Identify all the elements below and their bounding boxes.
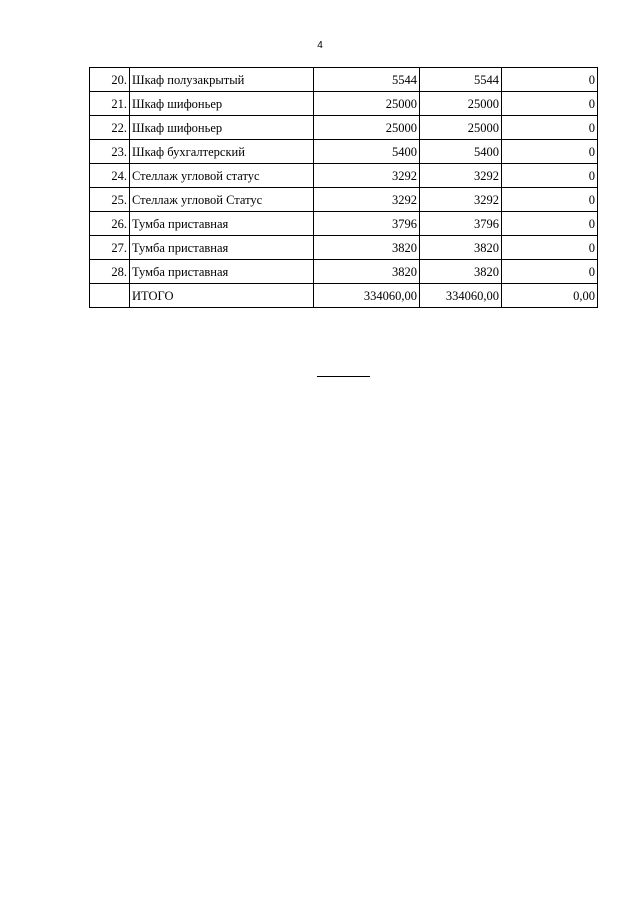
table-row [90,212,598,236]
table-row [90,236,598,260]
item-name: Тумба приставная [130,236,314,260]
table-row [90,188,598,212]
value-cell: 3820 [420,236,502,260]
value-cell: 3292 [314,188,420,212]
table-row [90,140,598,164]
value-cell: 3820 [314,236,420,260]
item-name: Стеллаж угловой статус [130,164,314,188]
value-cell: 25000 [420,92,502,116]
total-label: ИТОГО [130,284,314,308]
table-row [90,164,598,188]
item-name: Шкаф полузакрытый [130,68,314,92]
row-number: 20. [90,68,130,92]
value-cell: 0 [502,68,598,92]
value-cell: 0 [502,92,598,116]
item-name: Шкаф шифоньер [130,92,314,116]
divider-line [317,376,370,377]
value-cell: 3292 [420,164,502,188]
table-row [90,116,598,140]
page-number: 4 [317,40,323,51]
row-number: 24. [90,164,130,188]
total-row [90,284,598,308]
value-cell: 5544 [314,68,420,92]
row-number: 21. [90,92,130,116]
total-value: 0,00 [502,284,598,308]
row-number: 27. [90,236,130,260]
value-cell: 0 [502,236,598,260]
table-row [90,92,598,116]
row-number: 25. [90,188,130,212]
row-number: 26. [90,212,130,236]
row-number: 22. [90,116,130,140]
value-cell: 3820 [420,260,502,284]
value-cell: 25000 [314,116,420,140]
value-cell: 5544 [420,68,502,92]
item-name: Тумба приставная [130,260,314,284]
value-cell: 3796 [314,212,420,236]
table-row [90,68,598,92]
value-cell: 0 [502,116,598,140]
table-row [90,260,598,284]
item-name: Тумба приставная [130,212,314,236]
value-cell: 0 [502,164,598,188]
value-cell: 25000 [420,116,502,140]
value-cell: 3292 [314,164,420,188]
total-value: 334060,00 [420,284,502,308]
value-cell: 3292 [420,188,502,212]
value-cell: 5400 [314,140,420,164]
value-cell: 3796 [420,212,502,236]
value-cell: 3820 [314,260,420,284]
inventory-table [89,67,598,308]
item-name: Стеллаж угловой Статус [130,188,314,212]
value-cell: 0 [502,188,598,212]
total-value: 334060,00 [314,284,420,308]
item-name: Шкаф шифоньер [130,116,314,140]
row-number: 23. [90,140,130,164]
value-cell: 25000 [314,92,420,116]
item-name: Шкаф бухгалтерский [130,140,314,164]
value-cell: 0 [502,260,598,284]
row-number [90,284,130,308]
value-cell: 0 [502,212,598,236]
value-cell: 0 [502,140,598,164]
row-number: 28. [90,260,130,284]
value-cell: 5400 [420,140,502,164]
